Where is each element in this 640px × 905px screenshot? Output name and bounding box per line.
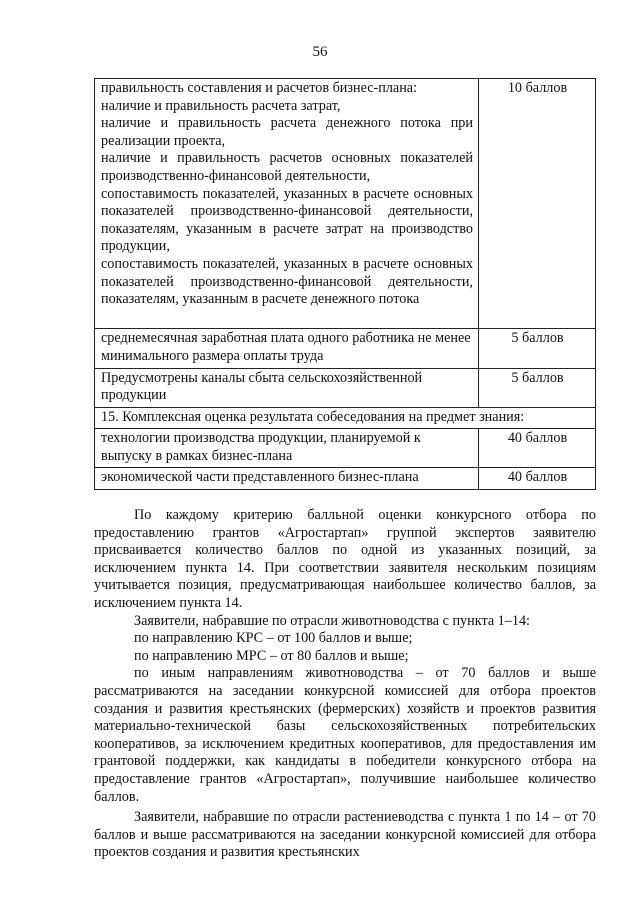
score-cell: 10 баллов — [479, 79, 596, 329]
table-row — [95, 368, 596, 407]
criterion-cell: среднемесячная заработная плата одного работника не менее минимального размера оплаты труда — [95, 329, 479, 368]
table-row — [95, 407, 596, 429]
criterion-line: наличие и правильность расчета денежного потока при реализации проекта, — [101, 115, 473, 149]
paragraph: по направлению КРС – от 100 баллов и выше; — [134, 630, 413, 647]
table-row — [95, 468, 596, 490]
section-heading: 15. Комплексная оценка результата собеседования на предмет знания: — [95, 407, 596, 429]
spacer — [101, 309, 473, 327]
table-row — [95, 79, 596, 329]
page-number: 56 — [312, 44, 328, 60]
score-cell: 40 баллов — [479, 468, 596, 490]
criterion-cell: экономической части представленного бизнес-плана — [95, 468, 479, 490]
paragraph: По каждому критерию балльной оценки конкурсного отбора по предоставлению грантов «Агростартап» группой экспертов заявителю присваивается количество баллов по одной из указанных позиций, за исключением пункта 14. При соответствии заявителя нескольким позициям учитывается позиция, предусматривающая наибольшее количество баллов, за исключением пункта 14. — [94, 507, 596, 611]
table-row — [95, 329, 596, 368]
score-cell: 5 баллов — [479, 329, 596, 368]
criterion-line: сопоставимость показателей, указанных в расчете основных показателей производственно-финансовой деятельности, показателям, указанным в расчете затрат на производство продукции, — [101, 185, 473, 255]
score-cell: 40 баллов — [479, 429, 596, 468]
score-cell: 5 баллов — [479, 368, 596, 407]
paragraph: Заявители, набравшие по отрасли растениеводства с пункта 1 по 14 – от 70 баллов и выше рассматриваются на заседании конкурсной комиссией для отбора проектов создания и развития крестьянских — [94, 809, 596, 861]
criterion-cell — [95, 79, 479, 329]
criterion-line: наличие и правильность расчета затрат, — [101, 97, 341, 114]
criterion-line: правильность составления и расчетов бизнес-плана: — [101, 80, 418, 96]
criteria-table — [94, 78, 596, 490]
criterion-line: сопоставимость показателей, указанных в расчете основных показателей производственно-финансовой деятельности, показателям, указанным в расчете денежного потока — [101, 255, 473, 308]
paragraph: по направлению МРС – от 80 баллов и выше; — [134, 647, 409, 664]
paragraph: Заявители, набравшие по отрасли животноводства с пункта 1–14: — [134, 612, 530, 629]
body-text — [94, 507, 596, 862]
criterion-cell: Предусмотрены каналы сбыта сельскохозяйственной продукции — [95, 368, 479, 407]
paragraph: по иным направлениям животноводства – от 70 баллов и выше рассматриваются на заседании конкурсной комиссией для отбора проектов создания и развития крестьянских (фермерских) хозяйств и проектов развития материально-технической базы сельскохозяйственных потребительских кооперативов, за исключением кредитных кооперативов, для предоставления им грантовой поддержки, как кандидаты в победители конкурсного отбора на предоставление грантов «Агростартап», получившие наибольшее количество баллов. — [94, 665, 596, 805]
criterion-cell: технологии производства продукции, планируемой к выпуску в рамках бизнес-плана — [95, 429, 479, 468]
table-row — [95, 429, 596, 468]
criterion-line: наличие и правильность расчетов основных показателей производственно-финансовой деятельности, — [101, 150, 473, 184]
